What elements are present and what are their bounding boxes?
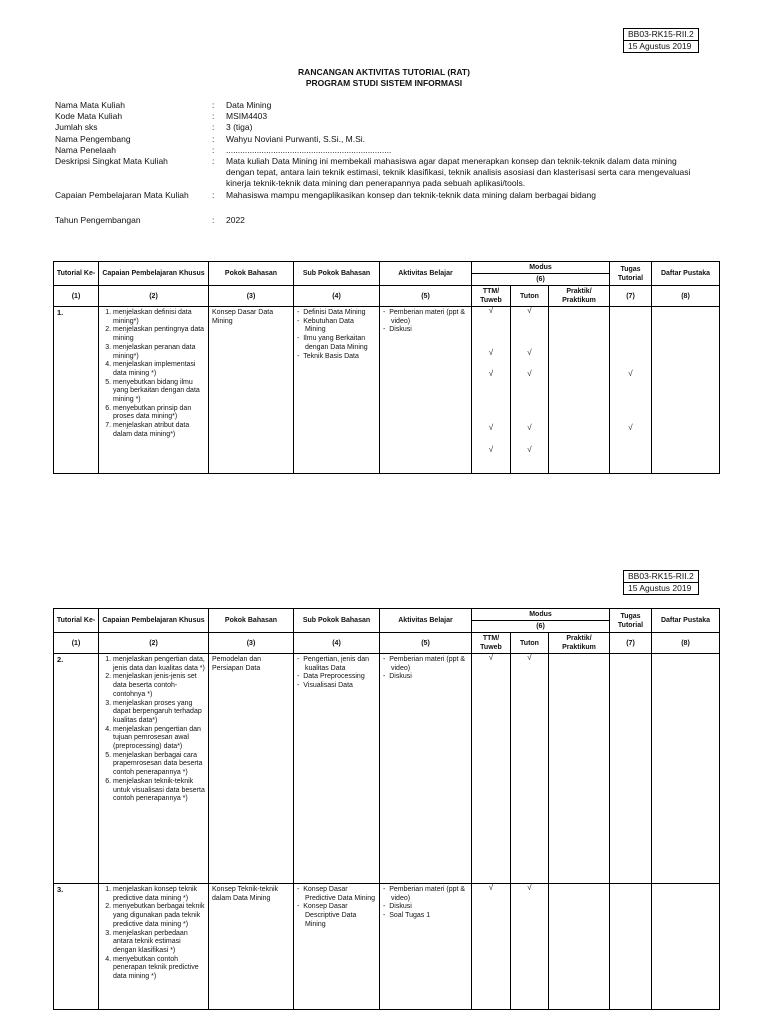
- check-mark: √: [527, 883, 532, 892]
- tuton-cell: [511, 654, 549, 884]
- list-item: - Definisi Data Mining: [297, 309, 376, 318]
- check-mark: √: [527, 369, 532, 378]
- list-item: 2. menyebutkan berbagai teknik yang digunakan pada teknik predictive data mining *): [113, 903, 205, 929]
- header-ttm: TTM/ Tuweb: [472, 633, 511, 654]
- header-pokok: Pokok Bahasan: [209, 262, 294, 286]
- header-pustaka: Daftar Pustaka: [652, 609, 720, 633]
- list-item: - Pemberian materi (ppt & video): [383, 656, 468, 673]
- check-mark: √: [628, 369, 633, 378]
- pokok-cell: Pemodelan dan Persiapan Data: [209, 654, 294, 884]
- col-number: (8): [652, 286, 720, 307]
- meta-row: Kode Mata Kuliah : MSIM4403: [55, 111, 268, 122]
- check-mark: √: [527, 445, 532, 454]
- check-mark: √: [488, 306, 494, 315]
- list-item: - Data Preprocessing: [297, 673, 376, 682]
- table-row: [54, 884, 720, 1010]
- meta-row: Nama Mata Kuliah : Data Mining: [55, 100, 272, 110]
- list-item: - Pemberian materi (ppt & video): [383, 309, 468, 326]
- list-item: 1. menjelaskan konsep teknik predictive data mining *): [113, 886, 205, 903]
- document-code-box: [623, 28, 699, 53]
- col-number: (5): [380, 286, 472, 307]
- list-item: - Kebutuhan Data Mining: [297, 318, 376, 335]
- tutorial-table-2: [53, 608, 720, 1010]
- header-tugas: Tugas Tutorial: [610, 262, 652, 286]
- tutorial-number: 3.: [54, 884, 99, 1010]
- list-item: 3. menjelaskan peranan data mining*): [113, 344, 205, 361]
- check-mark: √: [527, 348, 532, 357]
- header-capaian: Capaian Pembelajaran Khusus: [99, 609, 209, 633]
- list-item: 4. menyebutkan contoh penerapan teknik predictive data mining *): [113, 956, 205, 982]
- header-tuton: Tuton: [511, 286, 549, 307]
- list-item: - Pengertian, jenis dan kualitas Data: [297, 656, 376, 673]
- list-item: 1. menjelaskan pengertian data, jenis data dan kualitas data *): [113, 656, 205, 673]
- praktik-cell: [549, 307, 610, 474]
- title-line-1: RANCANGAN AKTIVITAS TUTORIAL (RAT): [298, 67, 470, 77]
- header-tutorial: Tutorial Ke-: [54, 609, 99, 633]
- table-row: [54, 307, 720, 474]
- tutorial-table-1: [53, 261, 720, 474]
- list-item: - Diskusi: [383, 673, 468, 682]
- list-item: 2. menjelaskan jenis-jenis set data beserta contoh-contohnya *): [113, 673, 205, 699]
- aktivitas-cell: [380, 884, 472, 1010]
- col-number: (2): [99, 633, 209, 654]
- check-mark: √: [628, 423, 633, 432]
- pokok-cell: Konsep Teknik-teknik dalam Data Mining: [209, 884, 294, 1010]
- col-number: (7): [610, 633, 652, 654]
- tuton-cell: [511, 884, 549, 1010]
- tugas-cell: [610, 307, 652, 474]
- check-mark: √: [527, 423, 532, 432]
- tutorial-number: 2.: [54, 654, 99, 884]
- meta-row: Capaian Pembelajaran Mata Kuliah : Mahasiswa mampu mengaplikasikan konsep dan teknik-teknik data mining dalam berbagai bidang: [55, 189, 596, 200]
- check-mark: √: [527, 306, 532, 315]
- col-number: (3): [209, 286, 294, 307]
- list-item: 2. menjelaskan pentingnya data mining: [113, 326, 205, 343]
- list-item: - Teknik Basis Data: [297, 353, 376, 362]
- col-number: (1): [54, 286, 99, 307]
- list-item: - Konsep Dasar Descriptive Data Mining: [297, 903, 376, 929]
- header-subpokok: Sub Pokok Bahasan: [294, 609, 380, 633]
- tugas-cell: [610, 654, 652, 884]
- check-mark: √: [488, 883, 494, 892]
- list-item: 6. menjelaskan teknik-teknik untuk visualisasi data beserta contoh penerapannya *): [113, 778, 205, 804]
- ttm-cell: [472, 884, 511, 1010]
- subpokok-cell: [294, 307, 380, 474]
- meta-row: Jumlah sks : 3 (tiga): [55, 122, 253, 133]
- subpokok-cell: [294, 884, 380, 1010]
- document-code-box: [623, 570, 699, 595]
- check-mark: √: [488, 653, 494, 662]
- tutorial-number: 1.: [54, 307, 99, 474]
- header-tuton: Tuton: [511, 633, 549, 654]
- col-number: (2): [99, 286, 209, 307]
- header-pustaka: Daftar Pustaka: [652, 262, 720, 286]
- header-pokok: Pokok Bahasan: [209, 609, 294, 633]
- list-item: - Konsep Dasar Predictive Data Mining: [297, 886, 376, 903]
- check-mark: √: [488, 369, 494, 378]
- title-line-2: PROGRAM STUDI SISTEM INFORMASI: [305, 78, 463, 88]
- list-item: - Diskusi: [383, 903, 468, 912]
- col-number: (1): [54, 633, 99, 654]
- ttm-cell: [472, 307, 511, 474]
- meta-row: Tahun Pengembangan : 2022: [55, 214, 245, 225]
- header-modus: Modus: [472, 609, 610, 621]
- list-item: - Ilmu yang Berkaitan dengan Data Mining: [297, 335, 376, 352]
- check-mark: √: [488, 445, 494, 454]
- meta-row: Nama Penelaah : ......................................................................: [55, 144, 392, 155]
- pokok-cell: Konsep Dasar Data Mining: [209, 307, 294, 474]
- tugas-cell: [610, 884, 652, 1010]
- header-capaian: Capaian Pembelajaran Khusus: [99, 262, 209, 286]
- header-praktik: Praktik/ Praktikum: [549, 286, 610, 307]
- subpokok-cell: [294, 654, 380, 884]
- document-code: BB03-RK15-RII.2: [624, 571, 699, 583]
- table-row: [54, 654, 720, 884]
- col-number: (5): [380, 633, 472, 654]
- list-item: 3. menjelaskan perbedaan antara teknik estimasi dengan klasifikasi *): [113, 930, 205, 956]
- aktivitas-cell: [380, 654, 472, 884]
- list-item: 5. menyebutkan bidang ilmu yang berkaitan dengan data mining *): [113, 379, 205, 405]
- pustaka-cell: [652, 654, 720, 884]
- col-number: (8): [652, 633, 720, 654]
- meta-row: Deskripsi Singkat Mata Kuliah : Mata kuliah Data Mining ini membekali mahasiswa agar dapat menerapkan konsep dan teknik-teknik dalam data mining dengan tepat, antara lain teknik estimasi, teknik klasifikasi, teknik analisis asosiasi dan klasterisasi serta cara mengevaluasi kinerja teknik-teknik data mining dan penerapannya pada sebuah aplikasi/tools.: [55, 156, 691, 189]
- list-item: - Pemberian materi (ppt & video): [383, 886, 468, 903]
- ttm-cell: [472, 654, 511, 884]
- header-subpokok: Sub Pokok Bahasan: [294, 262, 380, 286]
- course-info: [55, 100, 706, 226]
- list-item: - Diskusi: [383, 326, 468, 335]
- pustaka-cell: [652, 884, 720, 1010]
- col-number: (4): [294, 286, 380, 307]
- praktik-cell: [549, 654, 610, 884]
- document-date: 15 Agustus 2019: [624, 41, 699, 53]
- capaian-cell: [99, 884, 209, 1010]
- header-modus: Modus: [472, 262, 610, 274]
- capaian-cell: [99, 654, 209, 884]
- list-item: 5. menjelaskan berbagai cara prapemrosesan data beserta contoh penerapannya *): [113, 752, 205, 778]
- header-tugas: Tugas Tutorial: [610, 609, 652, 633]
- header-aktivitas: Aktivitas Belajar: [380, 609, 472, 633]
- tuton-cell: [511, 307, 549, 474]
- col-number: (3): [209, 633, 294, 654]
- header-praktik: Praktik/ Praktikum: [549, 633, 610, 654]
- header-ttm: TTM/ Tuweb: [472, 286, 511, 307]
- list-item: 3. menjelaskan proses yang dapat berpengaruh terhadap kualitas data*): [113, 700, 205, 726]
- capaian-cell: [99, 307, 209, 474]
- check-mark: √: [488, 423, 494, 432]
- col-number: (7): [610, 286, 652, 307]
- document-code: BB03-RK15-RII.2: [624, 29, 699, 41]
- praktik-cell: [549, 884, 610, 1010]
- meta-row: [55, 201, 706, 215]
- list-item: - Soal Tugas 1: [383, 912, 468, 921]
- check-mark: √: [488, 348, 494, 357]
- check-mark: √: [527, 653, 532, 662]
- document-title: [0, 67, 768, 89]
- list-item: 4. menjelaskan implementasi data mining *): [113, 361, 205, 378]
- pustaka-cell: [652, 307, 720, 474]
- header-aktivitas: Aktivitas Belajar: [380, 262, 472, 286]
- document-date: 15 Agustus 2019: [624, 583, 699, 595]
- list-item: 4. menjelaskan pengertian dan tujuan pemrosesan awal (preprocessing) data*): [113, 726, 205, 752]
- header-tutorial: Tutorial Ke-: [54, 262, 99, 286]
- header-modus-number: (6): [472, 274, 610, 286]
- header-modus-number: (6): [472, 621, 610, 633]
- list-item: - Visualisasi Data: [297, 682, 376, 691]
- aktivitas-cell: [380, 307, 472, 474]
- list-item: 7. menjelaskan atribut data dalam data mining*): [113, 422, 205, 439]
- list-item: 6. menyebutkan prinsip dan proses data mining*): [113, 405, 205, 422]
- meta-row: Nama Pengembang : Wahyu Noviani Purwanti, S.Si., M.Si.: [55, 133, 366, 144]
- col-number: (4): [294, 633, 380, 654]
- list-item: 1. menjelaskan definisi data mining*): [113, 309, 205, 326]
